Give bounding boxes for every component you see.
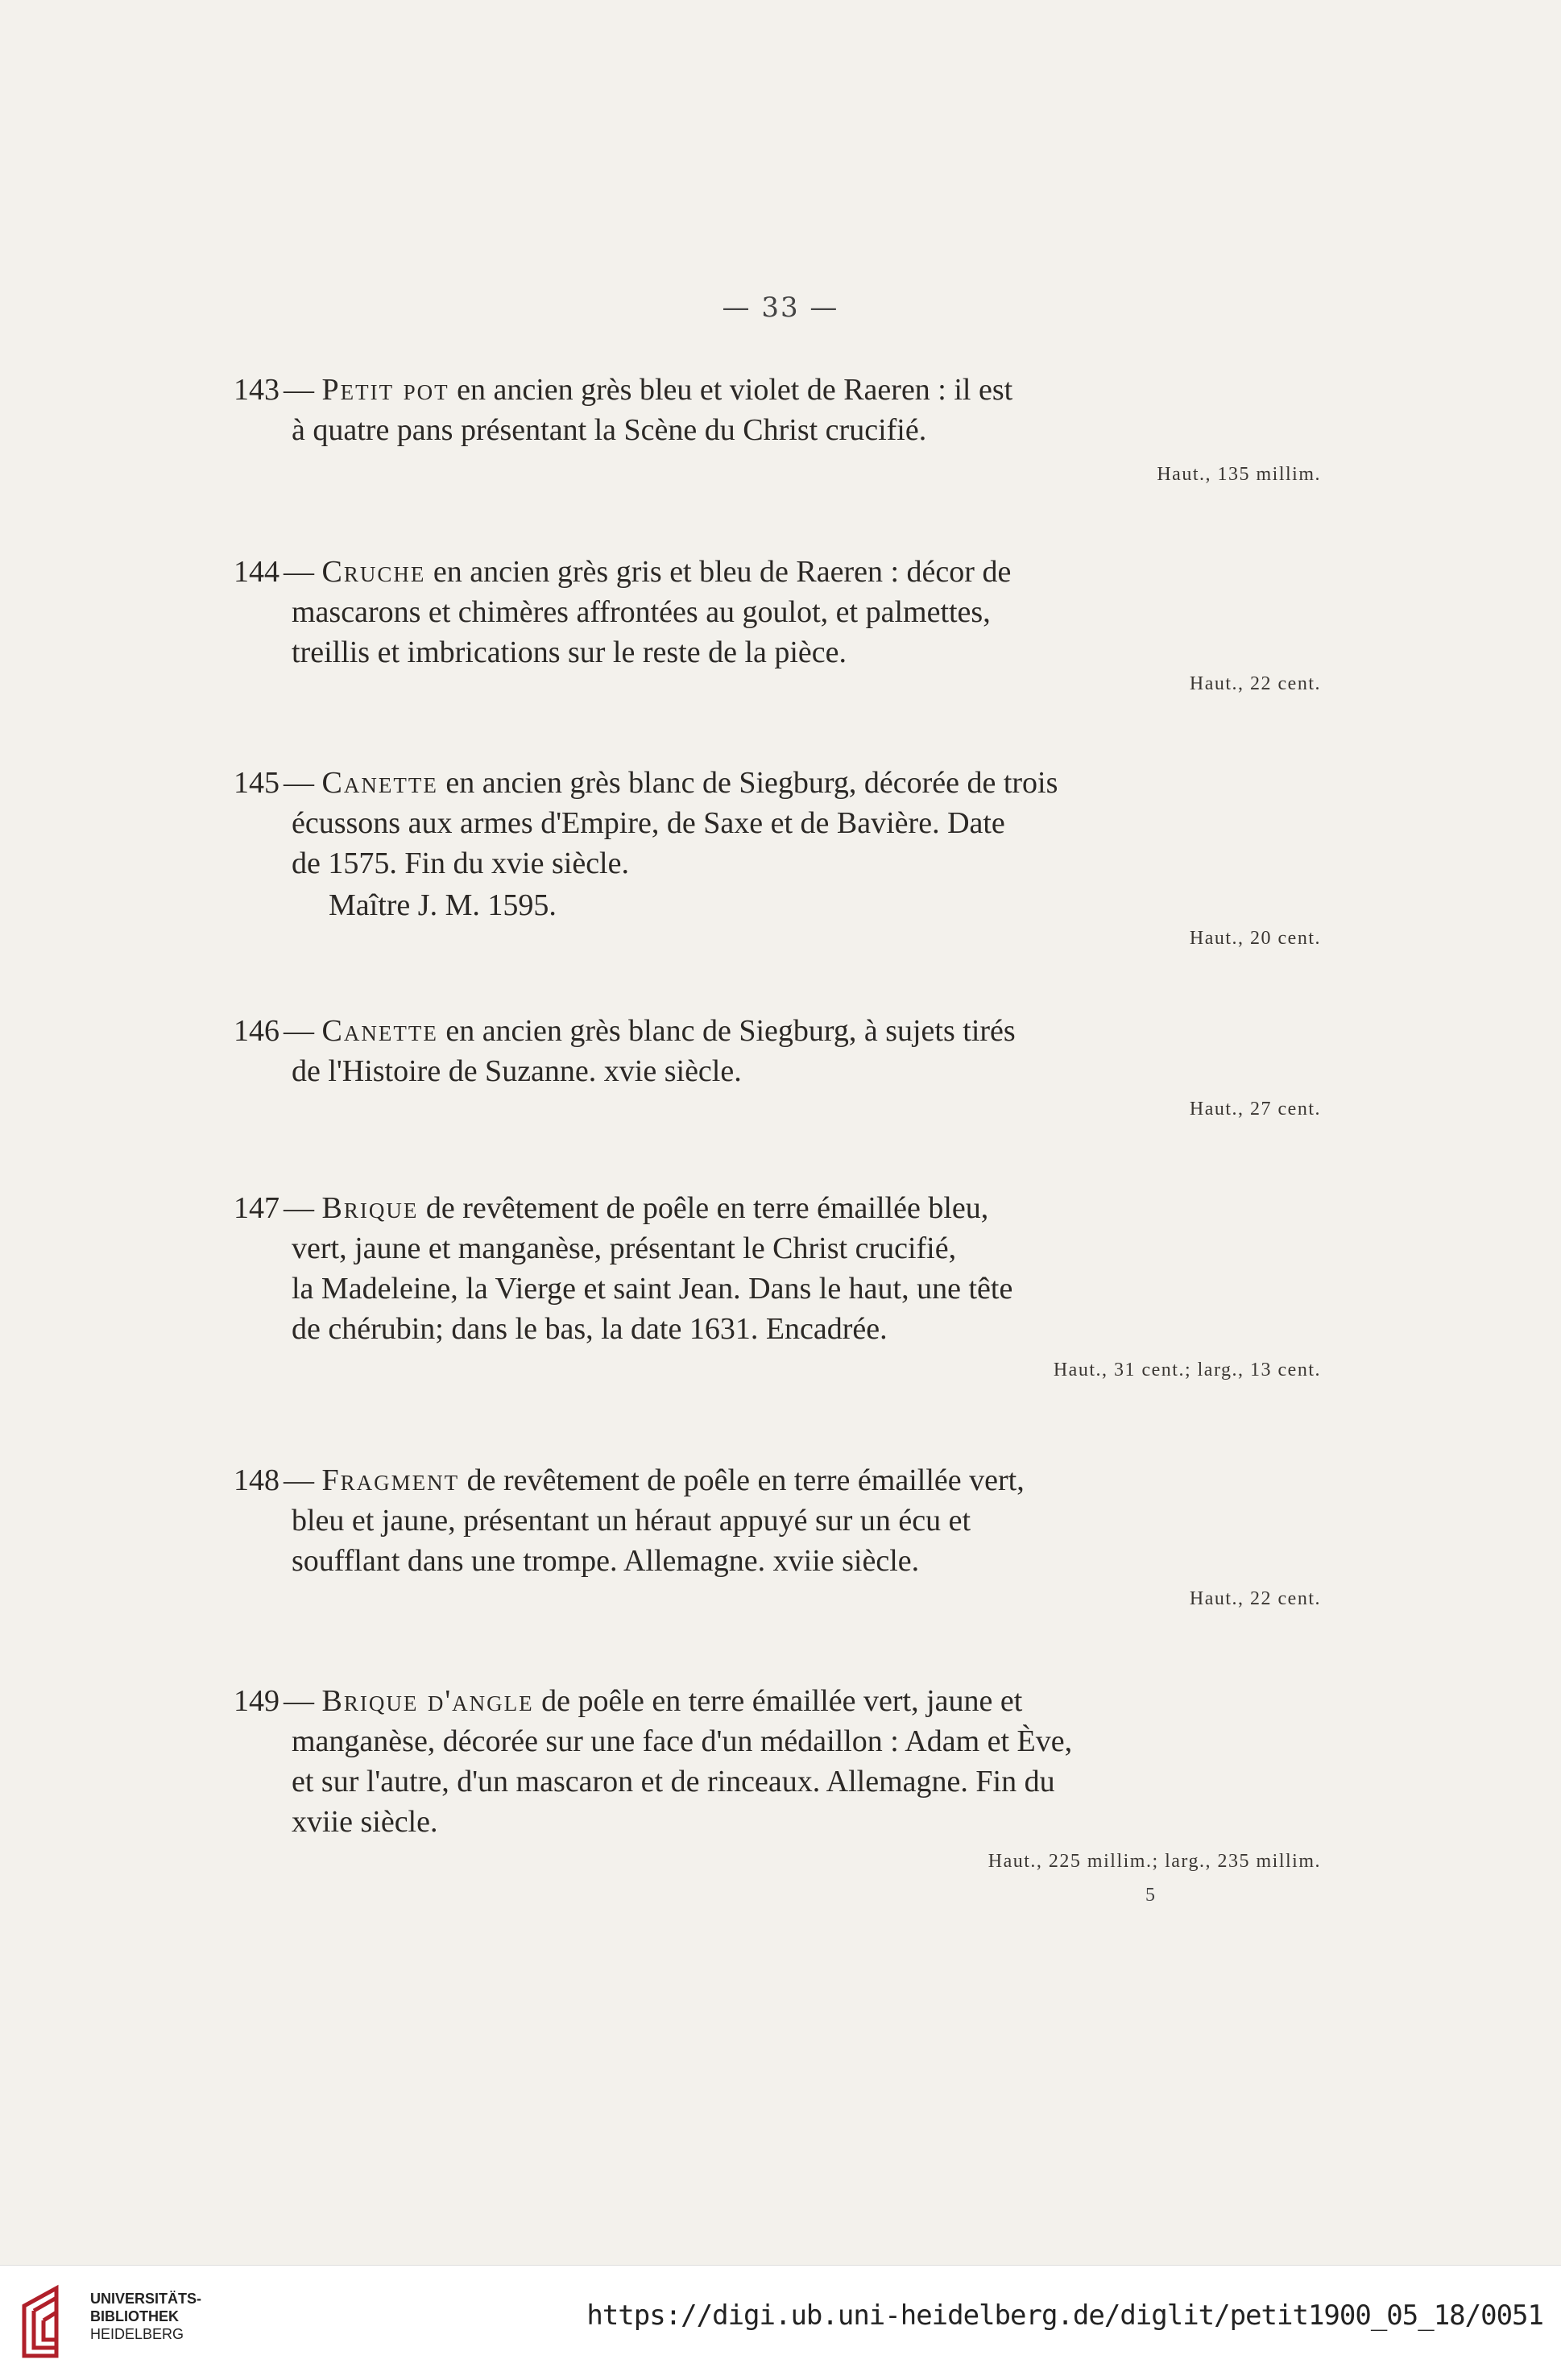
entry-line: soufflant dans une trompe. Allemagne. xviie siècle. bbox=[292, 1544, 920, 1578]
library-logo-icon bbox=[16, 2282, 85, 2362]
entry-line: manganèse, décorée sur une face d'un médaillon : Adam et Ève, bbox=[292, 1724, 1073, 1758]
entry-line: et sur l'autre, d'un mascaron et de rinceaux. Allemagne. Fin du bbox=[292, 1765, 1055, 1798]
entry-dimensions: Haut., 20 cent. bbox=[1189, 928, 1321, 949]
entry-lead-term: Petit pot bbox=[321, 373, 449, 407]
viewer-footer bbox=[0, 2265, 1561, 2380]
entry-line: — Brique de revêtement de poêle en terre émaillée bleu, bbox=[284, 1191, 989, 1225]
library-name-line3: HEIDELBERG bbox=[90, 2326, 184, 2342]
signature-mark: 5 bbox=[1145, 1885, 1155, 1906]
entry-dimensions: Haut., 225 millim.; larg., 235 millim. bbox=[988, 1851, 1321, 1872]
entry-number: 144 bbox=[234, 555, 279, 589]
entry-number: 146 bbox=[234, 1014, 279, 1048]
document-url-link[interactable]: https://digi.ub.uni-heidelberg.de/diglit/petit1900_05_18/0051 bbox=[586, 2299, 1543, 2332]
entry-line: de chérubin; dans le bas, la date 1631. Encadrée. bbox=[292, 1312, 888, 1346]
entry-line: à quatre pans présentant la Scène du Christ crucifié. bbox=[292, 413, 927, 447]
entry-line: treillis et imbrications sur le reste de la pièce. bbox=[292, 635, 847, 669]
page-number: — 33 — bbox=[722, 292, 839, 324]
entry-line: la Madeleine, la Vierge et saint Jean. Dans le haut, une tête bbox=[292, 1272, 1013, 1306]
entry-number: 148 bbox=[234, 1463, 279, 1497]
entry-dimensions: Haut., 22 cent. bbox=[1189, 673, 1321, 694]
entry-lead-term: Cruche bbox=[321, 555, 426, 589]
entry-number: 147 bbox=[234, 1191, 279, 1225]
entry-line: — Canette en ancien grès blanc de Siegburg, décorée de trois bbox=[284, 766, 1058, 800]
entry-lead-term: Fragment bbox=[321, 1463, 460, 1497]
entry-line: — Petit pot en ancien grès bleu et violet de Raeren : il est bbox=[284, 373, 1013, 407]
entry-line: bleu et jaune, présentant un héraut appuyé sur un écu et bbox=[292, 1504, 971, 1538]
entry-line: de 1575. Fin du xvie siècle. bbox=[292, 846, 629, 880]
entry-dimensions: Haut., 22 cent. bbox=[1189, 1588, 1321, 1609]
entry-line: — Canette en ancien grès blanc de Siegburg, à sujets tirés bbox=[284, 1014, 1016, 1048]
entry-line: — Brique d'angle de poêle en terre émaillée vert, jaune et bbox=[284, 1684, 1023, 1718]
entry-number: 149 bbox=[234, 1684, 279, 1718]
entry-line: — Cruche en ancien grès gris et bleu de Raeren : décor de bbox=[284, 555, 1012, 589]
entry-line: Maître J. M. 1595. bbox=[329, 888, 557, 922]
entry-dimensions: Haut., 27 cent. bbox=[1189, 1099, 1321, 1120]
entry-lead-term: Canette bbox=[321, 1014, 438, 1048]
entry-dimensions: Haut., 31 cent.; larg., 13 cent. bbox=[1053, 1360, 1321, 1380]
entry-lead-term: Canette bbox=[321, 766, 438, 800]
library-name-line1: UNIVERSITÄTS- bbox=[90, 2291, 202, 2307]
library-name bbox=[90, 2290, 201, 2343]
entry-lead-term: Brique bbox=[321, 1191, 419, 1225]
library-name-line2: BIBLIOTHEK bbox=[90, 2308, 179, 2324]
entry-dimensions: Haut., 135 millim. bbox=[1157, 464, 1321, 485]
entry-number: 143 bbox=[234, 373, 279, 407]
entry-number: 145 bbox=[234, 766, 279, 800]
entry-line: écussons aux armes d'Empire, de Saxe et de Bavière. Date bbox=[292, 806, 1005, 840]
entry-lead-term: Brique d'angle bbox=[321, 1684, 534, 1718]
entry-line: xviie siècle. bbox=[292, 1805, 438, 1839]
entry-line: vert, jaune et manganèse, présentant le Christ crucifié, bbox=[292, 1231, 957, 1265]
entry-line: — Fragment de revêtement de poêle en terre émaillée vert, bbox=[284, 1463, 1025, 1497]
entry-line: mascarons et chimères affrontées au goulot, et palmettes, bbox=[292, 595, 991, 629]
entry-line: de l'Histoire de Suzanne. xvie siècle. bbox=[292, 1054, 742, 1088]
